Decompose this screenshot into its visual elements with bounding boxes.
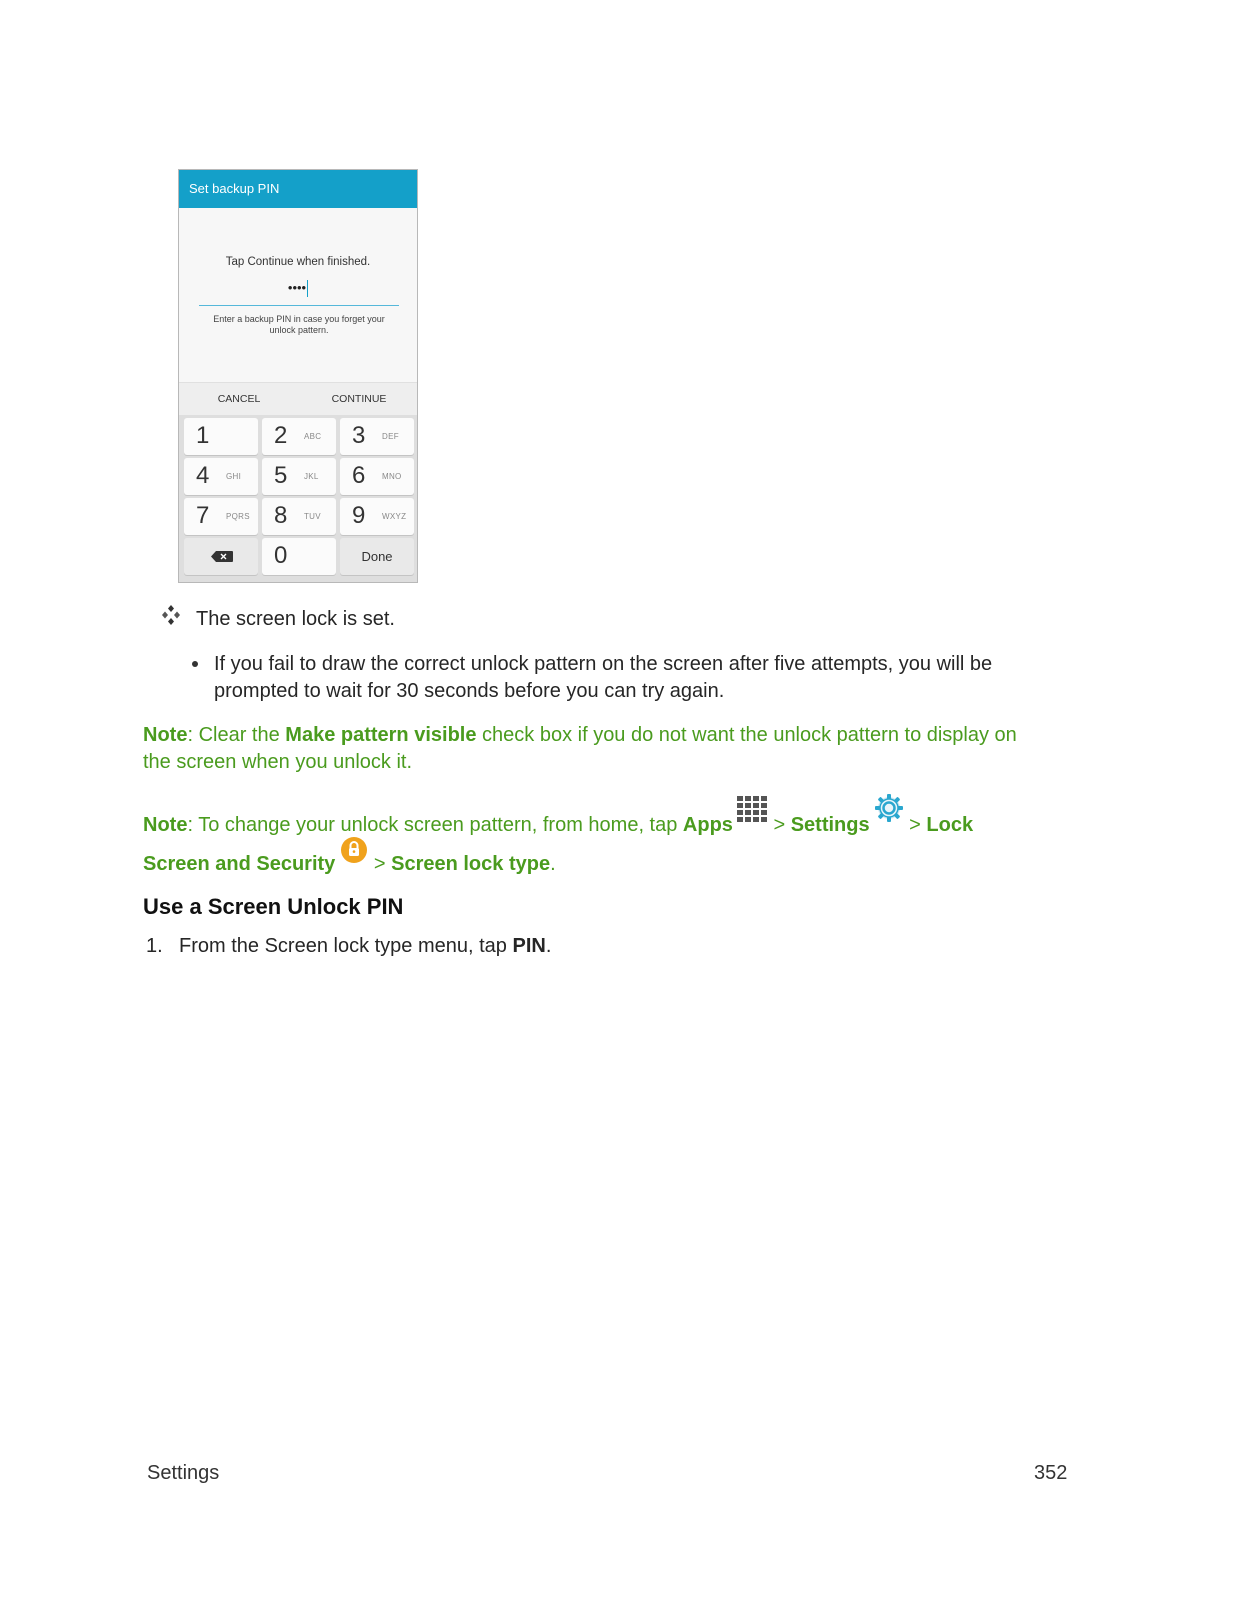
- done-label: Done: [361, 549, 393, 564]
- result-text: The screen lock is set.: [196, 608, 395, 630]
- key-letters: WXYZ: [382, 512, 407, 521]
- note-text: : To change your unlock screen pattern, from home, tap: [187, 814, 683, 836]
- settings-gear-icon: [874, 793, 904, 823]
- key-digit: 5: [274, 462, 288, 489]
- key-digit: 9: [352, 502, 366, 529]
- key-6[interactable]: [340, 458, 414, 495]
- note-visible-pattern: [143, 722, 1103, 776]
- key-7[interactable]: [184, 498, 258, 535]
- note1-line-2: the screen when you unlock it.: [143, 751, 413, 773]
- step-text-plain: From the Screen lock type menu, tap: [179, 935, 513, 957]
- note-text: : Clear the: [187, 724, 286, 746]
- step-number: 1.: [146, 935, 163, 957]
- key-digit: 7: [196, 502, 210, 529]
- key-letters: GHI: [226, 472, 242, 481]
- key-5[interactable]: [262, 458, 336, 495]
- key-digit: 8: [274, 502, 288, 529]
- note-end: .: [550, 853, 556, 875]
- note2-line-1: [143, 801, 1143, 842]
- phone-screenshot: [178, 169, 418, 583]
- footer-page-number: 352: [1034, 1462, 1068, 1484]
- note2-line-2: [143, 842, 1143, 881]
- cancel-button[interactable]: CANCEL: [217, 393, 261, 405]
- key-3[interactable]: [340, 418, 414, 455]
- footer-section-name: Settings: [147, 1462, 220, 1484]
- step-emphasis: PIN: [512, 935, 546, 957]
- note-separator: >: [767, 814, 791, 836]
- note1-line-1: [143, 722, 1103, 749]
- settings-label: Settings: [790, 814, 870, 836]
- key-letters: JKL: [304, 472, 319, 481]
- key-letters: ABC: [304, 432, 322, 441]
- text-cursor: [307, 280, 308, 297]
- key-digit: 2: [274, 422, 288, 449]
- note-emphasis: Make pattern visible: [285, 724, 477, 746]
- apps-label: Apps: [682, 814, 733, 836]
- pin-prompt: Tap Continue when finished.: [225, 256, 371, 268]
- note-text: check box if you do not want the unlock pattern to display on: [476, 724, 1017, 746]
- note-separator: >: [903, 814, 927, 836]
- key-digit: 0: [274, 542, 288, 569]
- key-9[interactable]: [340, 498, 414, 535]
- key-0[interactable]: [262, 538, 336, 575]
- pin-underline: [199, 305, 399, 306]
- section-heading: Use a Screen Unlock PIN: [143, 894, 404, 919]
- step-text: [179, 933, 551, 960]
- backspace-icon: [211, 551, 233, 562]
- security-label: Screen and Security: [143, 853, 336, 875]
- pin-value: ••••: [287, 280, 307, 295]
- dialog-body: [179, 208, 417, 382]
- key-1[interactable]: [184, 418, 258, 455]
- key-digit: 1: [196, 422, 210, 449]
- note-separator: >: [368, 853, 392, 875]
- bullet-text: [214, 651, 1114, 705]
- lock-screen-icon: [340, 836, 368, 864]
- bullet-line-2: prompted to wait for 30 seconds before you can try again.: [214, 680, 725, 702]
- key-8[interactable]: [262, 498, 336, 535]
- lock-label: Lock: [926, 814, 974, 836]
- bullet-line-1: If you fail to draw the correct unlock pattern on the screen after five attempts, you will be: [214, 653, 993, 675]
- key-letters: DEF: [382, 432, 399, 441]
- key-2[interactable]: [262, 418, 336, 455]
- note-change-pattern: [143, 801, 1143, 881]
- key-digit: 6: [352, 462, 366, 489]
- done-key[interactable]: [340, 538, 414, 575]
- backspace-key[interactable]: [184, 538, 258, 575]
- numeric-keypad: [179, 415, 417, 583]
- key-letters: TUV: [304, 512, 321, 521]
- lock-type-label: Screen lock type: [391, 853, 551, 875]
- pin-hint: Enter a backup PIN in case you forget your unlock pattern.: [213, 314, 385, 335]
- note-label: Note: [143, 724, 188, 746]
- dialog-title: Set backup PIN: [179, 170, 417, 208]
- key-digit: 3: [352, 422, 366, 449]
- step-end: .: [545, 935, 552, 957]
- apps-grid-icon: [736, 795, 768, 823]
- key-letters: PQRS: [226, 512, 250, 521]
- bullet-dot: [192, 661, 198, 667]
- key-digit: 4: [196, 462, 210, 489]
- key-letters: MNO: [382, 472, 402, 481]
- diamond-cluster-icon: [160, 604, 182, 626]
- pin-input[interactable]: [179, 280, 417, 297]
- note-label: Note: [143, 814, 188, 836]
- continue-button[interactable]: CONTINUE: [331, 393, 387, 405]
- dialog-actions: [179, 382, 417, 416]
- key-4[interactable]: [184, 458, 258, 495]
